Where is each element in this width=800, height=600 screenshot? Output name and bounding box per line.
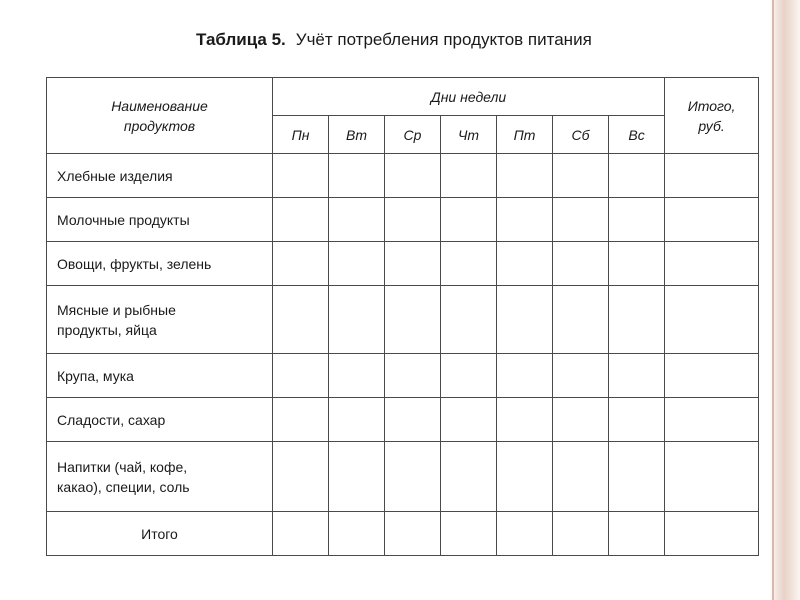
table-number: Таблица 5.	[196, 30, 286, 49]
header-total-rub	[665, 78, 759, 154]
table-row-total	[47, 512, 759, 556]
table-cell	[329, 286, 385, 354]
table-cell	[609, 286, 665, 354]
table-cell	[497, 154, 553, 198]
table-cell	[609, 154, 665, 198]
table-title: Учёт потребления продуктов питания	[295, 30, 592, 49]
row-label-meat-fish-line1: Мясные и рыбные	[57, 301, 176, 318]
table-cell-total	[665, 242, 759, 286]
header-day-sat: Сб	[553, 116, 609, 154]
table-cell	[441, 242, 497, 286]
table-cell	[273, 154, 329, 198]
table-cell-total	[665, 354, 759, 398]
table-cell	[497, 512, 553, 556]
row-label-vegetables	[47, 242, 273, 286]
table-cell	[273, 286, 329, 354]
row-label-total	[47, 512, 273, 556]
table-cell	[385, 398, 441, 442]
row-label-grain-flour-text: Крупа, мука	[57, 367, 134, 384]
table-cell	[441, 398, 497, 442]
row-label-vegetables-text: Овощи, фрукты, зелень	[57, 255, 212, 272]
table-row-vegetables	[47, 242, 759, 286]
table-cell	[329, 442, 385, 512]
table-cell-total	[665, 198, 759, 242]
table-cell	[609, 398, 665, 442]
header-product-name	[47, 78, 273, 154]
header-total-line1: Итого,	[687, 97, 736, 114]
header-day-wed: Ср	[385, 116, 441, 154]
table-cell	[329, 198, 385, 242]
table-cell	[441, 286, 497, 354]
table-cell	[441, 512, 497, 556]
table-cell	[385, 286, 441, 354]
row-label-sweets-text: Сладости, сахар	[57, 411, 166, 428]
header-row-top	[47, 78, 759, 116]
table-cell	[497, 398, 553, 442]
table-cell-total	[665, 286, 759, 354]
table-cell	[497, 354, 553, 398]
table-cell	[497, 198, 553, 242]
table-cell-total	[665, 398, 759, 442]
table-cell	[385, 198, 441, 242]
table-cell	[497, 442, 553, 512]
table-cell	[553, 154, 609, 198]
table-row-sweets	[47, 398, 759, 442]
row-label-drinks-spices	[47, 442, 273, 512]
table-cell	[497, 242, 553, 286]
table-row-grain-flour	[47, 354, 759, 398]
table-cell	[273, 442, 329, 512]
table-cell	[329, 398, 385, 442]
table-cell	[273, 512, 329, 556]
table-cell	[609, 512, 665, 556]
page-edge-line	[772, 0, 774, 600]
table-cell	[553, 398, 609, 442]
row-label-bread-text: Хлебные изделия	[57, 167, 173, 184]
table-cell	[609, 242, 665, 286]
table-cell	[385, 354, 441, 398]
table-cell	[329, 354, 385, 398]
header-day-fri: Пт	[497, 116, 553, 154]
table-cell	[553, 242, 609, 286]
table-cell	[553, 354, 609, 398]
table-cell	[273, 198, 329, 242]
table-cell	[385, 242, 441, 286]
row-label-bread	[47, 154, 273, 198]
table-cell	[441, 442, 497, 512]
row-label-dairy	[47, 198, 273, 242]
table-row-drinks-spices	[47, 442, 759, 512]
row-label-drinks-spices-line2: какао), специи, соль	[57, 478, 190, 495]
table-cell	[385, 154, 441, 198]
table-cell	[609, 442, 665, 512]
table-cell-total	[665, 442, 759, 512]
header-day-thu: Чт	[441, 116, 497, 154]
row-label-meat-fish	[47, 286, 273, 354]
table-caption	[196, 30, 592, 50]
table-cell	[385, 442, 441, 512]
table-cell-total	[665, 154, 759, 198]
table-cell	[553, 286, 609, 354]
header-total-line2: руб.	[698, 117, 725, 134]
header-product-name-line1: Наименование	[111, 97, 208, 114]
row-label-drinks-spices-line1: Напитки (чай, кофе,	[57, 458, 188, 475]
table-row-dairy	[47, 198, 759, 242]
table-cell	[329, 512, 385, 556]
row-label-dairy-text: Молочные продукты	[57, 211, 190, 228]
header-day-tue: Вт	[329, 116, 385, 154]
row-label-total-text: Итого	[141, 525, 178, 542]
table-row-meat-fish	[47, 286, 759, 354]
table-cell	[273, 242, 329, 286]
header-product-name-line2: продуктов	[123, 117, 196, 134]
table-cell	[497, 286, 553, 354]
row-label-sweets	[47, 398, 273, 442]
table-cell	[441, 354, 497, 398]
table-cell	[385, 512, 441, 556]
table-cell	[329, 154, 385, 198]
page-edge-decoration	[770, 0, 800, 600]
row-label-meat-fish-line2: продукты, яйца	[57, 321, 157, 338]
table-cell	[441, 154, 497, 198]
table-cell	[553, 198, 609, 242]
table-cell	[553, 512, 609, 556]
table-cell	[609, 354, 665, 398]
header-day-sun: Вс	[609, 116, 665, 154]
table-cell	[273, 398, 329, 442]
table-cell-total	[665, 512, 759, 556]
header-day-mon: Пн	[273, 116, 329, 154]
table-cell	[553, 442, 609, 512]
row-label-grain-flour	[47, 354, 273, 398]
table-row-bread	[47, 154, 759, 198]
table-cell	[609, 198, 665, 242]
table-cell	[273, 354, 329, 398]
table-cell	[441, 198, 497, 242]
food-consumption-table	[46, 77, 759, 556]
header-days-of-week: Дни недели	[273, 78, 665, 116]
table-cell	[329, 242, 385, 286]
